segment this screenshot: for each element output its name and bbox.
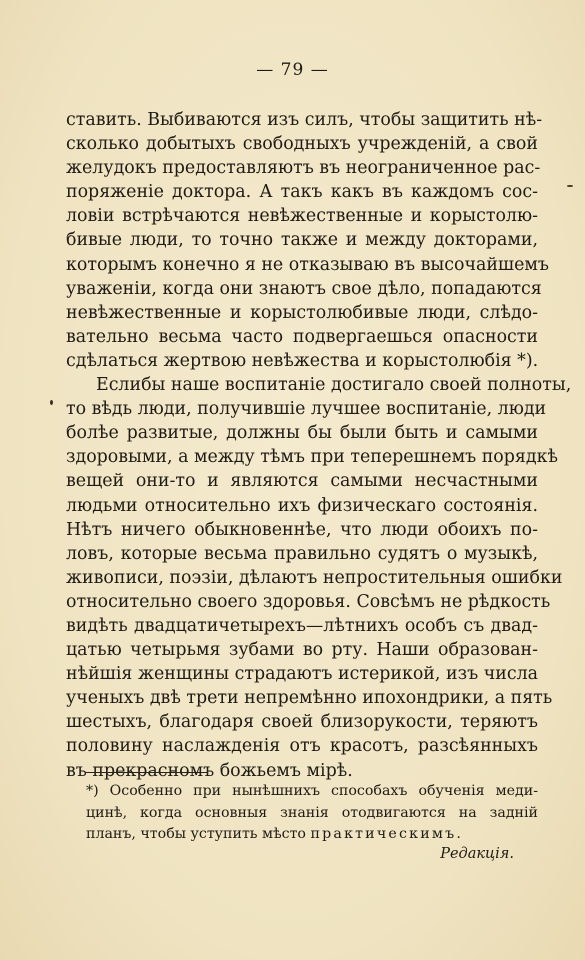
footnote-text: планъ, чтобы уступить мѣсто (86, 826, 311, 842)
text-line: ловъ, которые весьма правильно судятъ о музыкѣ, (66, 543, 538, 564)
text-line: видѣть двадцатичетырехъ—лѣтнихъ особъ съ двад- (66, 615, 538, 636)
text-line: относительно своего здоровья. Совсѣмъ не рѣдкость (66, 591, 551, 612)
ink-speck (567, 185, 573, 187)
text-line: живописи, поэзіи, дѣлаютъ непростительныя ошибки (66, 567, 563, 588)
text-line: цатью четырьмя зубами во рту. Наши образован- (66, 640, 538, 661)
text-line: невѣжественные и корыстолюбивые люди, слѣдо- (66, 302, 538, 323)
text-line: Нѣтъ ничего обыкновеннѣе, что люди обоихъ по- (66, 519, 538, 540)
footnote-line: *) Особенно при нынѣшнихъ способахъ обученія меди- (86, 783, 538, 799)
text-line: въ прекрасномъ божьемъ мірѣ. (66, 760, 353, 781)
footnote-divider (86, 772, 208, 773)
text-line: половину наслажденія отъ красотъ, разсѣянныхъ (66, 736, 538, 757)
text-line: здоровыми, а между тѣмъ при теперешнемъ порядкѣ (66, 447, 558, 468)
text-line: нѣйшія женщины страдаютъ истерикой, изъ числа (66, 664, 538, 685)
text-line: желудокъ предоставляютъ въ неограниченное рас- (66, 158, 541, 179)
footnote-emphasis: практическимъ. (310, 826, 464, 842)
text-line: людьми относительно ихъ физическаго состоянія. (66, 495, 538, 516)
text-line: ставить. Выбиваются изъ силъ, чтобы защитить нѣ- (66, 110, 543, 130)
editor-signature: Редакція. (440, 846, 514, 862)
text-line: бивые люди, то точно также и между докторами, (66, 230, 538, 251)
text-line: вательно весьма часто подвергаешься опасности (66, 326, 538, 347)
text-line: ловіи встрѣчаются невѣжественные и корыстолю- (66, 206, 538, 227)
text-line: болѣе развитые, должны бы были быть и самыми (66, 423, 538, 444)
text-line: сдѣлаться жертвою невѣжества и корыстолюбія *). (66, 350, 539, 371)
text-line: которымъ конечно я не отказываю въ высочайшемъ (66, 254, 549, 275)
footnote-line: цинѣ, когда основныя знанія отодвигаются на задній (86, 804, 538, 821)
main-text (66, 108, 572, 783)
text-line: ученыхъ двѣ трети непремѣнно ипохондрики, а пять (66, 688, 553, 709)
text-line: шестыхъ, благодаря своей близорукости, теряютъ (66, 712, 538, 733)
text-line: вещей они-то и являются самыми несчастными (66, 471, 538, 492)
footnote-line (86, 824, 538, 846)
text-line: поряженіе доктора. А такъ какъ въ каждомъ сос- (66, 182, 538, 203)
page-number: — 79 — (256, 60, 329, 80)
text-line: сколько добытыхъ свободныхъ учрежденій, а свой (66, 134, 538, 155)
text-line: Еслибы наше воспитаніе достигало своей полноты, (96, 375, 572, 396)
text-line: уваженіи, когда они знаютъ свое дѣло, попадаются (66, 278, 542, 299)
text-line: то вѣдь люди, получившіе лучшее воспитаніе, люди (66, 399, 547, 420)
footnote (86, 781, 538, 846)
ink-speck (50, 400, 53, 405)
